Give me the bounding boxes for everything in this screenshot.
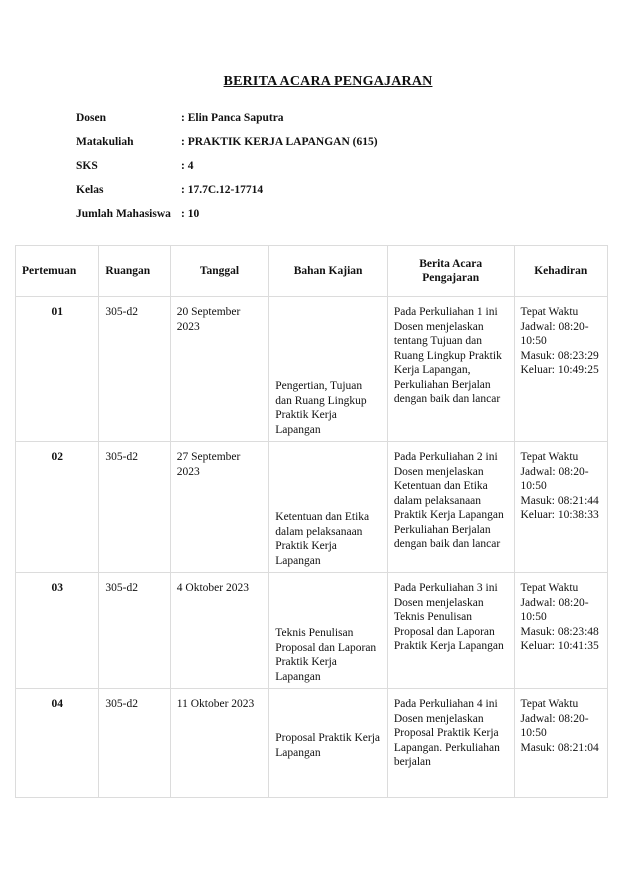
kehadiran-masuk: Masuk: 08:21:04 — [520, 741, 599, 754]
cell-pertemuan: 02 — [16, 442, 99, 573]
cell-kehadiran — [514, 573, 608, 689]
table-row — [16, 573, 608, 689]
cell-tanggal: 4 Oktober 2023 — [170, 573, 268, 689]
cell-pertemuan: 03 — [16, 573, 99, 689]
meta-label: Dosen — [76, 112, 107, 124]
table-row — [16, 442, 608, 573]
cell-kehadiran — [514, 689, 608, 798]
kehadiran-masuk: Masuk: 08:23:48 — [520, 625, 599, 638]
meta-label: Matakuliah — [76, 136, 134, 148]
cell-kehadiran — [514, 297, 608, 442]
cell-bahan-kajian: Ketentuan dan Etika dalam pelaksanaan Praktik Kerja Lapangan — [269, 442, 388, 573]
header-kehadiran: Kehadiran — [514, 246, 608, 297]
cell-ruangan: 305-d2 — [99, 689, 170, 798]
header-tanggal: Tanggal — [170, 246, 268, 297]
kehadiran-status: Tepat Waktu — [520, 698, 579, 710]
cell-berita-acara: Pada Perkuliahan 2 ini Dosen menjelaskan Ketentuan dan Etika dalam pelaksanaan Praktik Kerja Lapangan Perkuliahan Berjalan dengan baik dan lancar — [387, 442, 514, 573]
meta-value: : PRAKTIK KERJA LAPANGAN (615) — [181, 136, 378, 148]
header-berita-acara: Berita Acara Pengajaran — [387, 246, 514, 297]
kehadiran-jadwal: Jadwal: 08:20-10:50 — [520, 596, 589, 623]
attendance-table — [15, 245, 608, 798]
kehadiran-masuk: Masuk: 08:23:29 — [520, 349, 599, 362]
cell-ruangan: 305-d2 — [99, 442, 170, 573]
header-ruangan: Ruangan — [99, 246, 170, 297]
header-bahan-kajian: Bahan Kajian — [269, 246, 388, 297]
kehadiran-jadwal: Jadwal: 08:20-10:50 — [520, 465, 589, 492]
kehadiran-masuk: Masuk: 08:21:44 — [520, 494, 599, 507]
cell-bahan-kajian: Pengertian, Tujuan dan Ruang Lingkup Praktik Kerja Lapangan — [269, 297, 388, 442]
cell-ruangan: 305-d2 — [99, 573, 170, 689]
kehadiran-status: Tepat Waktu — [520, 582, 579, 594]
meta-row-kelas — [76, 178, 378, 202]
header-pertemuan: Pertemuan — [16, 246, 99, 297]
meta-value: : 17.7C.12-17714 — [181, 184, 264, 196]
kehadiran-keluar: Keluar: 10:38:33 — [520, 509, 599, 521]
meta-row-matakuliah — [76, 130, 378, 154]
meta-value: : Elin Panca Saputra — [181, 112, 284, 124]
cell-berita-acara: Pada Perkuliahan 4 ini Dosen menjelaskan Proposal Praktik Kerja Lapangan. Perkuliahan berjalan — [387, 689, 514, 798]
cell-bahan-kajian: Proposal Praktik Kerja Lapangan — [269, 689, 388, 798]
meta-value: : 4 — [181, 160, 194, 172]
kehadiran-status: Tepat Waktu — [520, 306, 579, 318]
cell-berita-acara: Pada Perkuliahan 3 ini Dosen menjelaskan Teknis Penulisan Proposal dan Laporan Praktik Kerja Lapangan — [387, 573, 514, 689]
kehadiran-jadwal: Jadwal: 08:20-10:50 — [520, 320, 589, 347]
table-row — [16, 297, 608, 442]
cell-tanggal: 20 September 2023 — [170, 297, 268, 442]
table-row — [16, 689, 608, 798]
cell-kehadiran — [514, 442, 608, 573]
document-title: BERITA ACARA PENGAJARAN — [223, 74, 433, 89]
meta-label: SKS — [76, 160, 98, 172]
cell-ruangan: 305-d2 — [99, 297, 170, 442]
cell-tanggal: 27 September 2023 — [170, 442, 268, 573]
table-header-row — [16, 246, 608, 297]
kehadiran-jadwal: Jadwal: 08:20-10:50 — [520, 712, 589, 739]
kehadiran-keluar: Keluar: 10:41:35 — [520, 640, 599, 652]
meta-label: Jumlah Mahasiswa — [76, 208, 171, 220]
cell-tanggal: 11 Oktober 2023 — [170, 689, 268, 798]
meta-row-dosen — [76, 106, 378, 130]
course-info — [76, 106, 378, 226]
kehadiran-status: Tepat Waktu — [520, 451, 579, 463]
cell-pertemuan: 01 — [16, 297, 99, 442]
cell-berita-acara: Pada Perkuliahan 1 ini Dosen menjelaskan tentang Tujuan dan Ruang Lingkup Praktik Kerja Lapangan, Perkuliahan Berjalan dengan baik dan lancar — [387, 297, 514, 442]
meta-value: : 10 — [181, 208, 200, 220]
cell-pertemuan: 04 — [16, 689, 99, 798]
cell-bahan-kajian: Teknis Penulisan Proposal dan Laporan Praktik Kerja Lapangan — [269, 573, 388, 689]
meta-row-sks — [76, 154, 378, 178]
meta-label: Kelas — [76, 184, 104, 196]
meta-row-jumlah-mahasiswa — [76, 202, 378, 226]
kehadiran-keluar: Keluar: 10:49:25 — [520, 364, 599, 376]
